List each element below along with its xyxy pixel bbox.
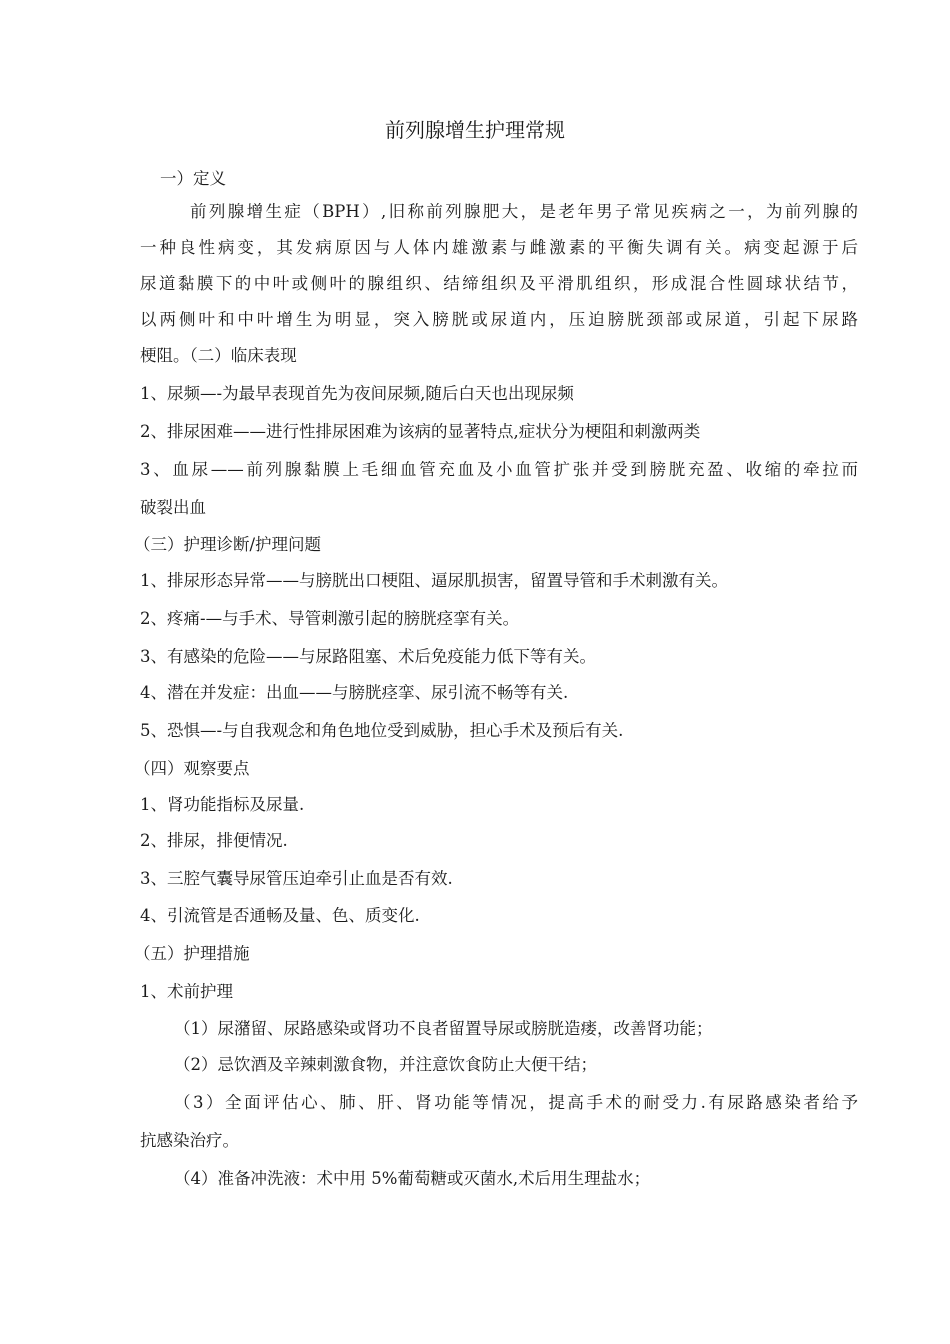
section-heading-definition: 一）定义 — [160, 169, 226, 188]
list-item: （3）全面评估心、肺、肝、肾功能等情况，提高手术的耐受力.有尿路感染者给予 — [174, 1093, 858, 1112]
list-item: 2、排尿，排便情况. — [140, 831, 288, 850]
paragraph-line: 尿道黏膜下的中叶或侧叶的腺组织、结缔组织及平滑肌组织，形成混合性圆球状结节， — [140, 274, 858, 293]
section-heading-diagnosis: （三）护理诊断/护理问题 — [134, 535, 322, 554]
section-heading-measures: （五）护理措施 — [134, 944, 250, 963]
paragraph-line: 以两侧叶和中叶增生为明显，突入膀胱或尿道内，压迫膀胱颈部或尿道，引起下尿路 — [140, 310, 858, 329]
page-title: 前列腺增生护理常规 — [385, 118, 565, 142]
list-item: （2）忌饮酒及辛辣刺激食物，并注意饮食防止大便干结； — [174, 1055, 597, 1074]
subsection-heading: 1、术前护理 — [140, 982, 233, 1001]
list-item: 1、肾功能指标及尿量. — [140, 795, 305, 814]
list-item: 2、排尿困难——进行性排尿困难为该病的显著特点,症状分为梗阻和刺激两类 — [140, 422, 701, 441]
list-item: （1）尿潴留、尿路感染或肾功不良者留置导尿或膀胱造瘘，改善肾功能； — [174, 1019, 713, 1038]
paragraph-line: 一种良性病变，其发病原因与人体内雄激素与雌激素的平衡失调有关。病变起源于后 — [140, 238, 858, 257]
paragraph-line: 前列腺增生症（BPH）,旧称前列腺肥大，是老年男子常见疾病之一，为前列腺的 — [190, 202, 858, 221]
list-item: 4、潜在并发症：出血——与膀胱痉挛、尿引流不畅等有关. — [140, 683, 569, 702]
list-item: 1、排尿形态异常——与膀胱出口梗阻、逼尿肌损害，留置导管和手术刺激有关。 — [140, 571, 728, 590]
paragraph-line: 梗阻。（二）临床表现 — [140, 346, 297, 365]
list-item: 3、有感染的危险——与尿路阻塞、术后免疫能力低下等有关。 — [140, 647, 596, 666]
list-item: （4）准备冲洗液：术中用 5%葡萄糖或灭菌水,术后用生理盐水； — [174, 1169, 651, 1188]
section-heading-observation: （四）观察要点 — [134, 759, 250, 778]
list-item: 5、恐惧—-与自我观念和角色地位受到威胁，担心手术及预后有关. — [140, 721, 624, 740]
list-item: 2、疼痛-—与手术、导管刺激引起的膀胱痉挛有关。 — [140, 609, 520, 628]
list-item: 破裂出血 — [140, 498, 206, 517]
list-item: 抗感染治疗。 — [140, 1131, 239, 1150]
list-item: 3、血尿——前列腺黏膜上毛细血管充血及小血管扩张并受到膀胱充盈、收缩的牵拉而 — [140, 460, 858, 479]
list-item: 1、尿频—-为最早表现首先为夜间尿频,随后白天也出现尿频 — [140, 384, 574, 403]
list-item: 4、引流管是否通畅及量、色、质变化. — [140, 906, 420, 925]
list-item: 3、三腔气囊导尿管压迫牵引止血是否有效. — [140, 869, 453, 888]
